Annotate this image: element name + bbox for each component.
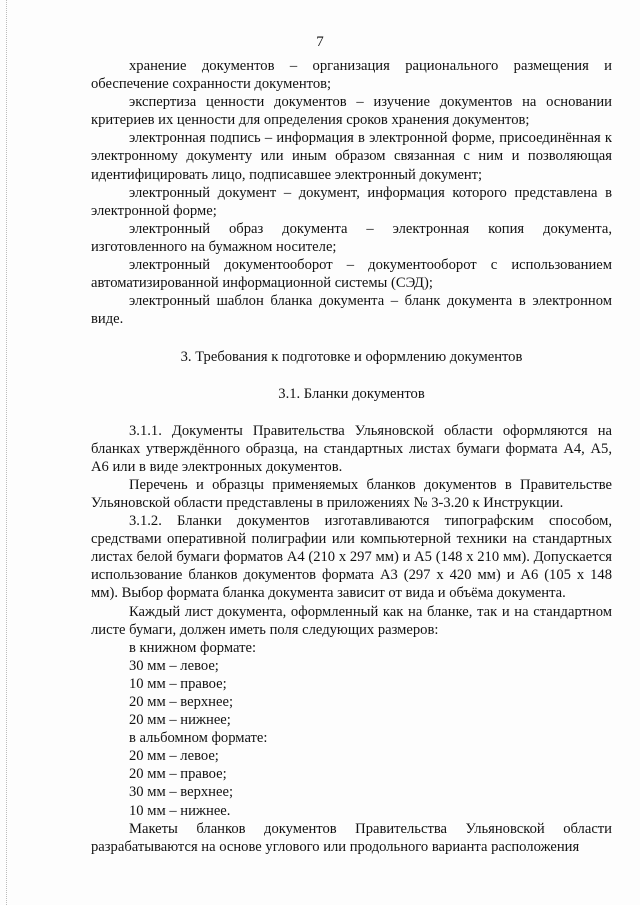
- margin-item: 10 мм – нижнее.: [129, 802, 231, 819]
- paragraph-layouts: Макеты бланков документов Правительства Ульяновской области разрабатываются на основе углового или продольного варианта расположения: [91, 820, 612, 855]
- definition-e-signature: электронная подпись – информация в электронной форме, присоединённая к электронному документу или иным образом связанная с ним и позволяющая идентифицировать лицо, подписавшее электронный документ;: [91, 130, 612, 183]
- definition-expertise: экспертиза ценности документов – изучение документов на основании критериев их ценности для определения сроков хранения документов;: [91, 94, 612, 129]
- binding-margin-line: [6, 0, 9, 905]
- margin-item: 20 мм – левое;: [129, 748, 219, 765]
- margin-item: 10 мм – правое;: [129, 675, 227, 692]
- paragraph-3-1-1: 3.1.1. Документы Правительства Ульяновской области оформляются на бланках утверждённого образца, на стандартных листах бумаги формата А4, А5, А6 или в виде электронных документов.: [91, 422, 612, 475]
- margin-item: 20 мм – верхнее;: [129, 694, 234, 710]
- definition-e-image: электронный образ документа – электронная копия документа, изготовленного на бумажном носителе;: [91, 220, 612, 255]
- definition-e-document: электронный документ – документ, информация которого представлена в электронной форме;: [91, 184, 612, 219]
- definition-e-template: электронный шаблон бланка документа – бланк документа в электронном виде.: [91, 293, 612, 328]
- definition-storage: хранение документов – организация рационального размещения и обеспечение сохранности документов;: [91, 58, 612, 93]
- page-content: [91, 57, 612, 856]
- margins-portrait-label: в книжном формате:: [129, 639, 257, 656]
- margin-item: 20 мм – нижнее;: [129, 712, 231, 729]
- definition-e-workflow: электронный документооборот – документооборот с использованием автоматизированной информационной системы (СЭД);: [91, 257, 612, 292]
- margin-item: 20 мм – правое;: [129, 766, 227, 783]
- page-number: 7: [316, 34, 324, 50]
- margin-item: 30 мм – левое;: [129, 657, 219, 674]
- margins-landscape-label: в альбомном формате:: [129, 730, 268, 747]
- margin-item: 30 мм – верхнее;: [129, 784, 234, 801]
- subsection-heading: 3.1. Бланки документов: [278, 385, 425, 402]
- section-heading: 3. Требования к подготовке и оформлению документов: [180, 349, 523, 366]
- paragraph-margins-intro: Каждый лист документа, оформленный как на бланке, так и на стандартном листе бумаги, должен иметь поля следующих размеров:: [91, 603, 612, 638]
- paragraph-forms-list: Перечень и образцы применяемых бланков документов в Правительстве Ульяновской области представлены в приложениях № 3-3.20 к Инструкции.: [91, 476, 612, 511]
- paragraph-3-1-2: 3.1.2. Бланки документов изготавливаются типографским способом, средствами оперативной полиграфии или компьютерной техники на стандартных листах белой бумаги форматов А4 (210 х 297 мм) и А5 (148 х 210 мм). Допускается использование бланков документов формата А3 (297 х 420 мм) и А6 (105 х 148 мм). Выбор формата бланка документа зависит от вида и объёма документа.: [91, 513, 612, 602]
